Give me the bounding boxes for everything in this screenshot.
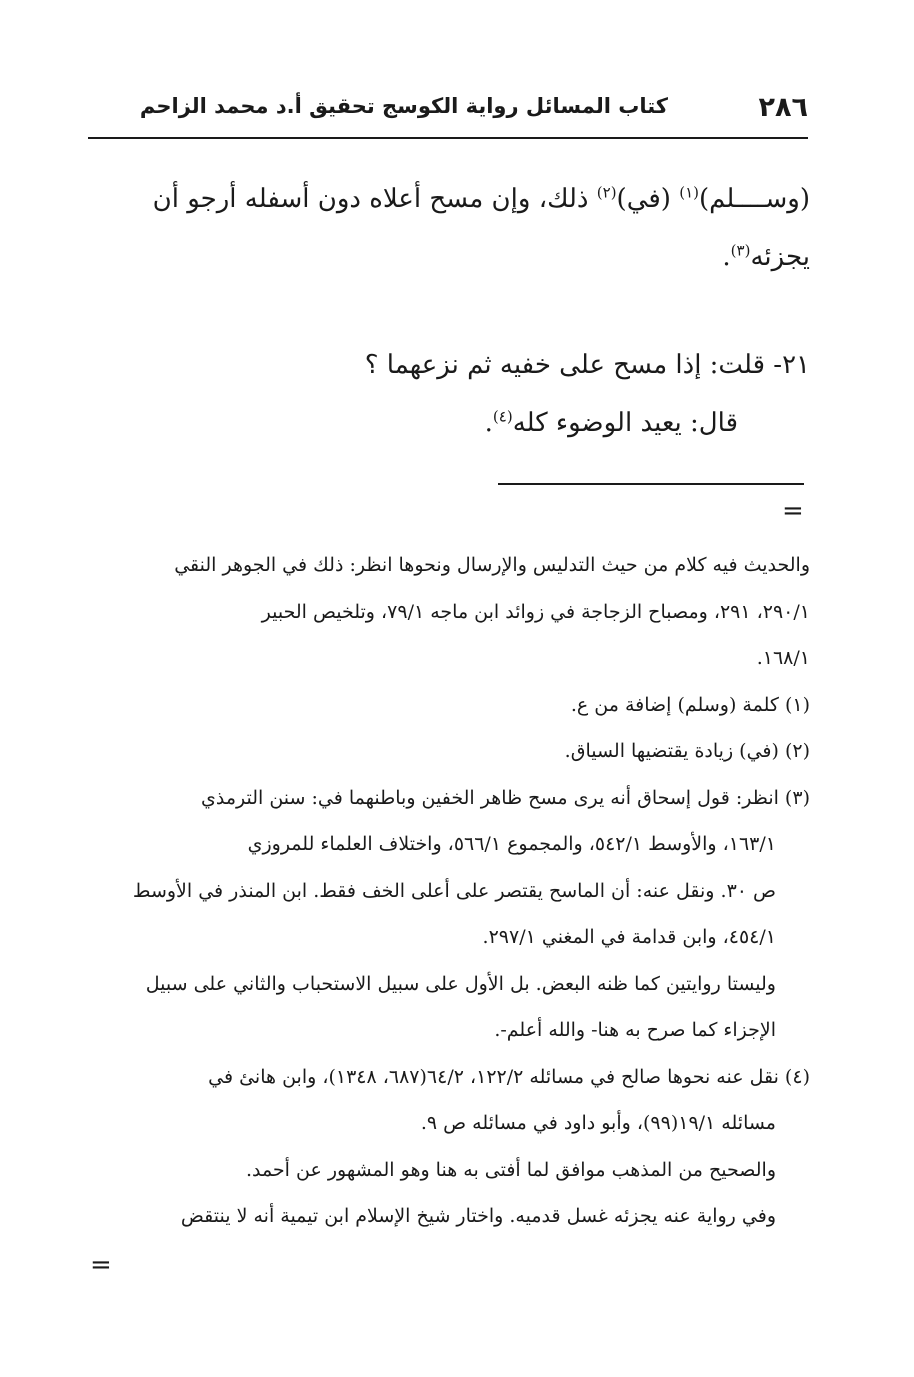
footnote-mark-4: (٤) xyxy=(492,407,513,426)
header-rule xyxy=(88,137,808,139)
continuation-mark: = xyxy=(782,496,804,526)
footnote-mark-1: (١) xyxy=(679,183,699,202)
footnote-4-note: والصحيح من المذهب موافق لما أفتى به هنا وهو المشهور عن أحمد. xyxy=(245,1158,776,1181)
answer-text: . xyxy=(484,408,493,438)
footnote-3-line: (٣) انظر: قول إسحاق أنه يرى مسح ظاهر الخفين وباطنهما في: سنن الترمذي xyxy=(201,786,810,809)
footnote-continued-line: ٢٩٠/١، ٢٩١، ومصباح الزجاجة في زوائد ابن ماجه ٧٩/١، وتلخيص الحبير xyxy=(261,600,810,623)
body-text-segment: ذلك، وإن مسح أعلاه دون أسفله أرجو أن xyxy=(152,184,597,214)
body-text-segment: (في) xyxy=(616,184,680,214)
body-text-segment: (وســــلم) xyxy=(698,184,810,214)
footnote-2: (٢) (في) زيادة يقتضيها السياق. xyxy=(564,740,810,762)
question-block xyxy=(88,336,810,452)
body-text-segment: . xyxy=(722,242,731,272)
running-title: كتاب المسائل رواية الكوسج تحقيق أ.د محمد الزاحم xyxy=(139,94,668,118)
footnote-mark-3: (٣) xyxy=(730,241,751,260)
footnote-4-line: (٤) نقل عنه نحوها صالح في مسائله ١٢٢/٢، ٦٤/٢(٦٨٧، ١٣٤٨)، وابن هانئ في xyxy=(208,1065,810,1088)
footnote-3-note: وليستا روايتين كما ظنه البعض. بل الأول على سبيل الاستحباب والثاني على سبيل xyxy=(145,972,776,995)
footnote-mark-2: (٢) xyxy=(596,183,617,202)
body-line-2 xyxy=(88,228,810,286)
question-line: ٢١- قلت: إذا مسح على خفيه ثم نزعهما ؟ xyxy=(364,350,810,380)
footnote-3-line: ٤٥٤/١، وابن قدامة في المغني ٢٩٧/١. xyxy=(482,926,776,948)
footnotes xyxy=(88,542,810,1240)
footnote-1: (١) كلمة (وسلم) إضافة من ع. xyxy=(570,693,810,716)
footnote-4-note: وفي رواية عنه يجزئه غسل قدميه. واختار شيخ الإسلام ابن تيمية أنه لا ينتقض xyxy=(180,1205,776,1227)
answer-text: قال: يعيد الوضوء كله xyxy=(512,408,738,438)
page-number: ٢٨٦ xyxy=(758,92,808,123)
body-text-segment: يجزئه xyxy=(750,242,810,272)
body-text xyxy=(88,170,810,286)
footnote-continued-line: والحديث فيه كلام من حيث التدليس والإرسال ونحوها انظر: ذلك في الجوهر النقي xyxy=(174,554,810,576)
footnote-4-line: مسائله ١٩/١(٩٩)، وأبو داود في مسائله ص ٩. xyxy=(420,1112,776,1134)
footnote-continued-line: ١٦٨/١. xyxy=(756,647,810,669)
body-line-1 xyxy=(88,170,810,228)
footnote-3-line: ١٦٣/١، والأوسط ٥٤٢/١، والمجموع ٥٦٦/١، واختلاف العلماء للمروزي xyxy=(247,833,776,855)
footnote-separator xyxy=(498,483,804,485)
footnote-3-note: الإجزاء كما صرح به هنا- والله أعلم-. xyxy=(494,1019,776,1041)
page-header xyxy=(88,92,808,132)
footnote-3-line: ص ٣٠. ونقل عنه: أن الماسح يقتصر على أعلى الخف فقط. ابن المنذر في الأوسط xyxy=(132,879,776,902)
continues-mark: = xyxy=(90,1250,112,1280)
answer-line xyxy=(88,394,810,452)
